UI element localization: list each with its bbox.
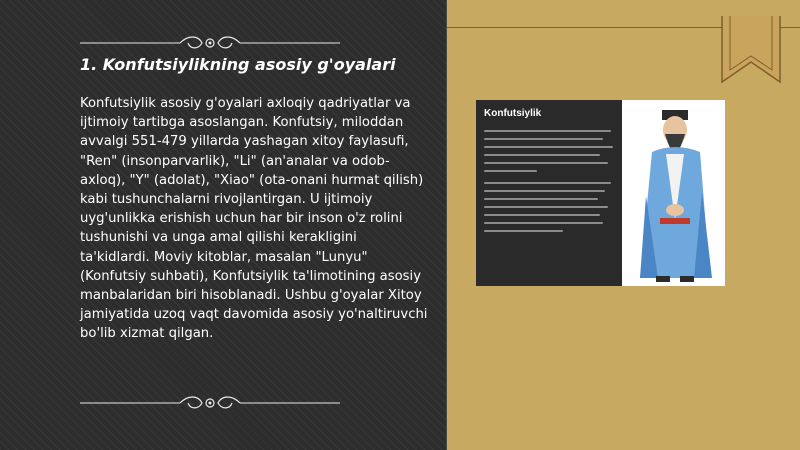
confucius-info-image <box>476 100 725 286</box>
slide-title: 1. Konfutsiylikning asosiy g'oyalari <box>80 55 396 74</box>
slide-body-text: Konfutsiylik asosiy g'oyalari axloqiy qadriyatlar va ijtimoiy tartibga asoslangan. Konfutsiy, miloddan avvalgi 551-479 yillarda yashagan xitoy faylasufi, "Ren" (insonparvarlik), "Li" (an'analar va odob-axloq), "Y" (adolat), "Xiao" (ota-onani hurmat qilish) kabi tushunchalarni rivojlantirgan. U ijtimoiy uyg'unlikka erishish uchun har bir inson o'z rolini tushunishi va unga amal qilishi kerakligini ta'kidlardi. Moviy kitoblar, masalan "Lunyu" (Konfutsiy suhbati), Konfutsiylik ta'limotining asosiy manbalaridan biri hisoblanadi. Ushbu g'oyalar Xitoy jamiyatida uzoq vaqt davomida asosiy yo'naltiruvchi bo'lib xizmat qilgan. <box>80 96 428 342</box>
bottom-ornament-icon <box>80 392 340 414</box>
image-title: Konfutsiylik <box>484 108 542 119</box>
image-text-lines <box>484 130 616 238</box>
confucius-figure-icon <box>622 100 725 286</box>
top-ornament-icon <box>80 32 340 54</box>
corner-ribbon-decoration <box>718 16 784 98</box>
image-text-panel <box>476 100 622 286</box>
